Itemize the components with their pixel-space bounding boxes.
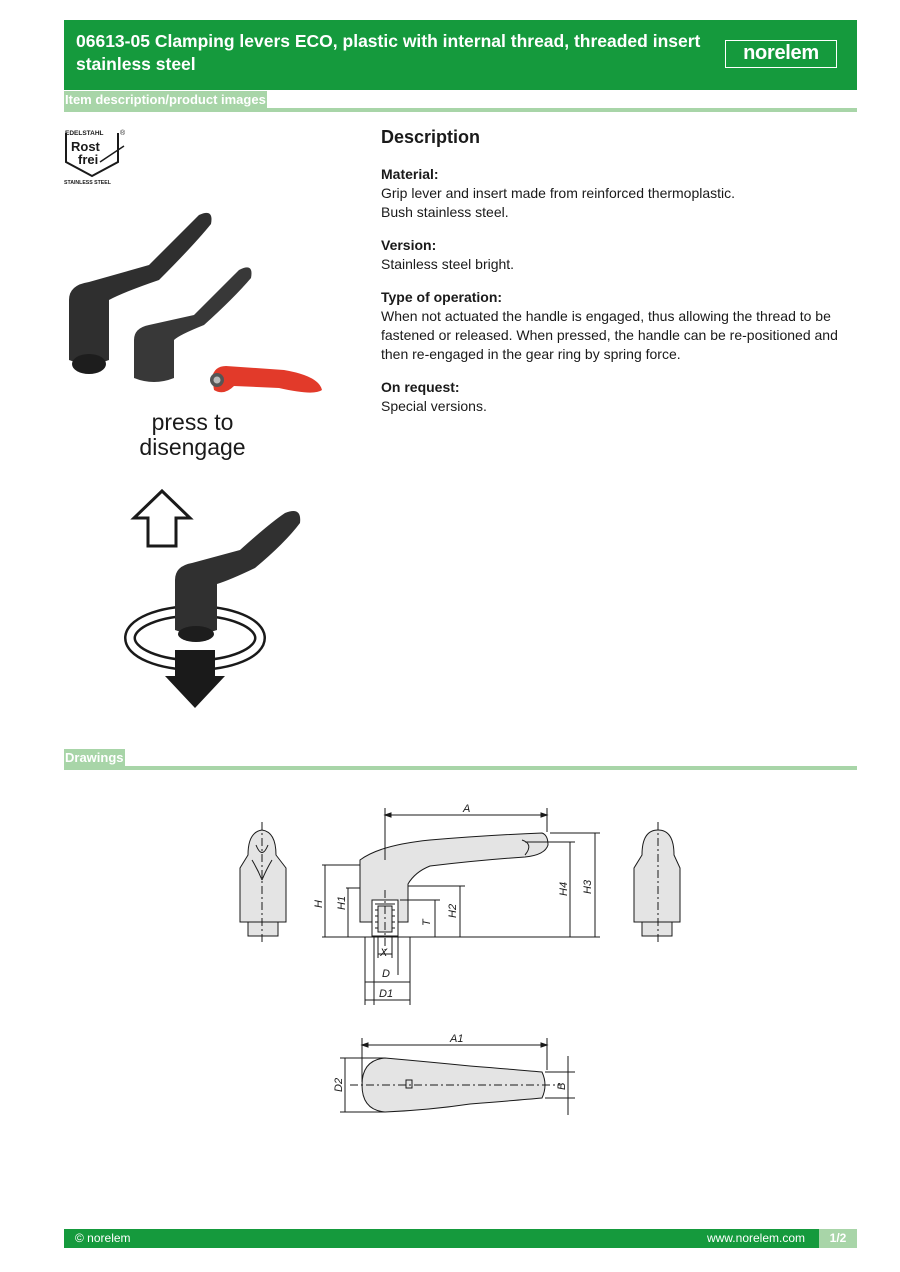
dim-label-H3: H3 [582, 879, 594, 894]
dim-label-B: B [556, 1082, 568, 1090]
badge-top-text: EDELSTAHL [65, 130, 104, 137]
section-title-drawings: Drawings [65, 750, 124, 765]
stainless-steel-badge [64, 128, 128, 188]
material-line1: Grip lever and insert made from reinforced thermoplastic. [381, 185, 736, 201]
badge-line2: frei [78, 152, 99, 167]
technical-drawing [230, 800, 700, 1130]
dim-label-H: H [313, 900, 325, 908]
description-block [381, 128, 861, 430]
press-to-disengage-caption [100, 410, 285, 460]
page-title: 06613-05 Clamping levers ECO, plastic with internal thread, threaded insert stainless steel [76, 31, 701, 74]
dim-label-A: A [463, 803, 471, 815]
material-label: Material: [381, 166, 439, 182]
dim-label-H4: H4 [558, 881, 570, 896]
badge-bottom-text: STAINLESS STEEL [64, 180, 111, 186]
dim-label-H2: H2 [447, 903, 459, 918]
page-number: 1/2 [819, 1229, 857, 1248]
product-photo [64, 200, 324, 400]
section-divider-drawings [64, 766, 857, 770]
footer-copyright: © norelem [75, 1231, 131, 1245]
dim-label-D: D [382, 968, 390, 980]
dim-label-D2: D2 [333, 1077, 345, 1092]
operation-illustration [120, 488, 310, 713]
badge-line1: Rost [71, 139, 100, 154]
footer-website-link[interactable]: www.norelem.com [706, 1231, 805, 1245]
up-arrow-icon [134, 491, 190, 546]
dim-label-T: T [421, 919, 433, 926]
section-title-images: Item description/product images [65, 92, 266, 107]
page-header [64, 20, 857, 90]
request-label: On request: [381, 379, 460, 395]
dim-label-D1: D1 [379, 988, 394, 1000]
press-text-line1: press to [151, 409, 234, 435]
badge-registered-mark: ® [120, 130, 126, 137]
operation-label: Type of operation: [381, 289, 503, 305]
press-text-line2: disengage [139, 434, 246, 460]
material-line2: Bush stainless steel. [381, 204, 509, 220]
dim-label-H1: H1 [336, 895, 348, 910]
norelem-logo: norelem [725, 40, 837, 68]
version-label: Version: [381, 237, 437, 253]
version-text: Stainless steel bright. [381, 256, 515, 272]
description-heading: Description [381, 127, 481, 147]
request-text: Special versions. [381, 398, 487, 414]
dim-label-A1: A1 [450, 1033, 464, 1045]
operation-text: When not actuated the handle is engaged, thus allowing the thread to be fastened or released. When pressed, the handle can be re-positioned and then re-engaged in the gear ring by spring force. [381, 308, 838, 362]
page-footer [64, 1229, 857, 1248]
dim-label-X: X [380, 947, 388, 959]
